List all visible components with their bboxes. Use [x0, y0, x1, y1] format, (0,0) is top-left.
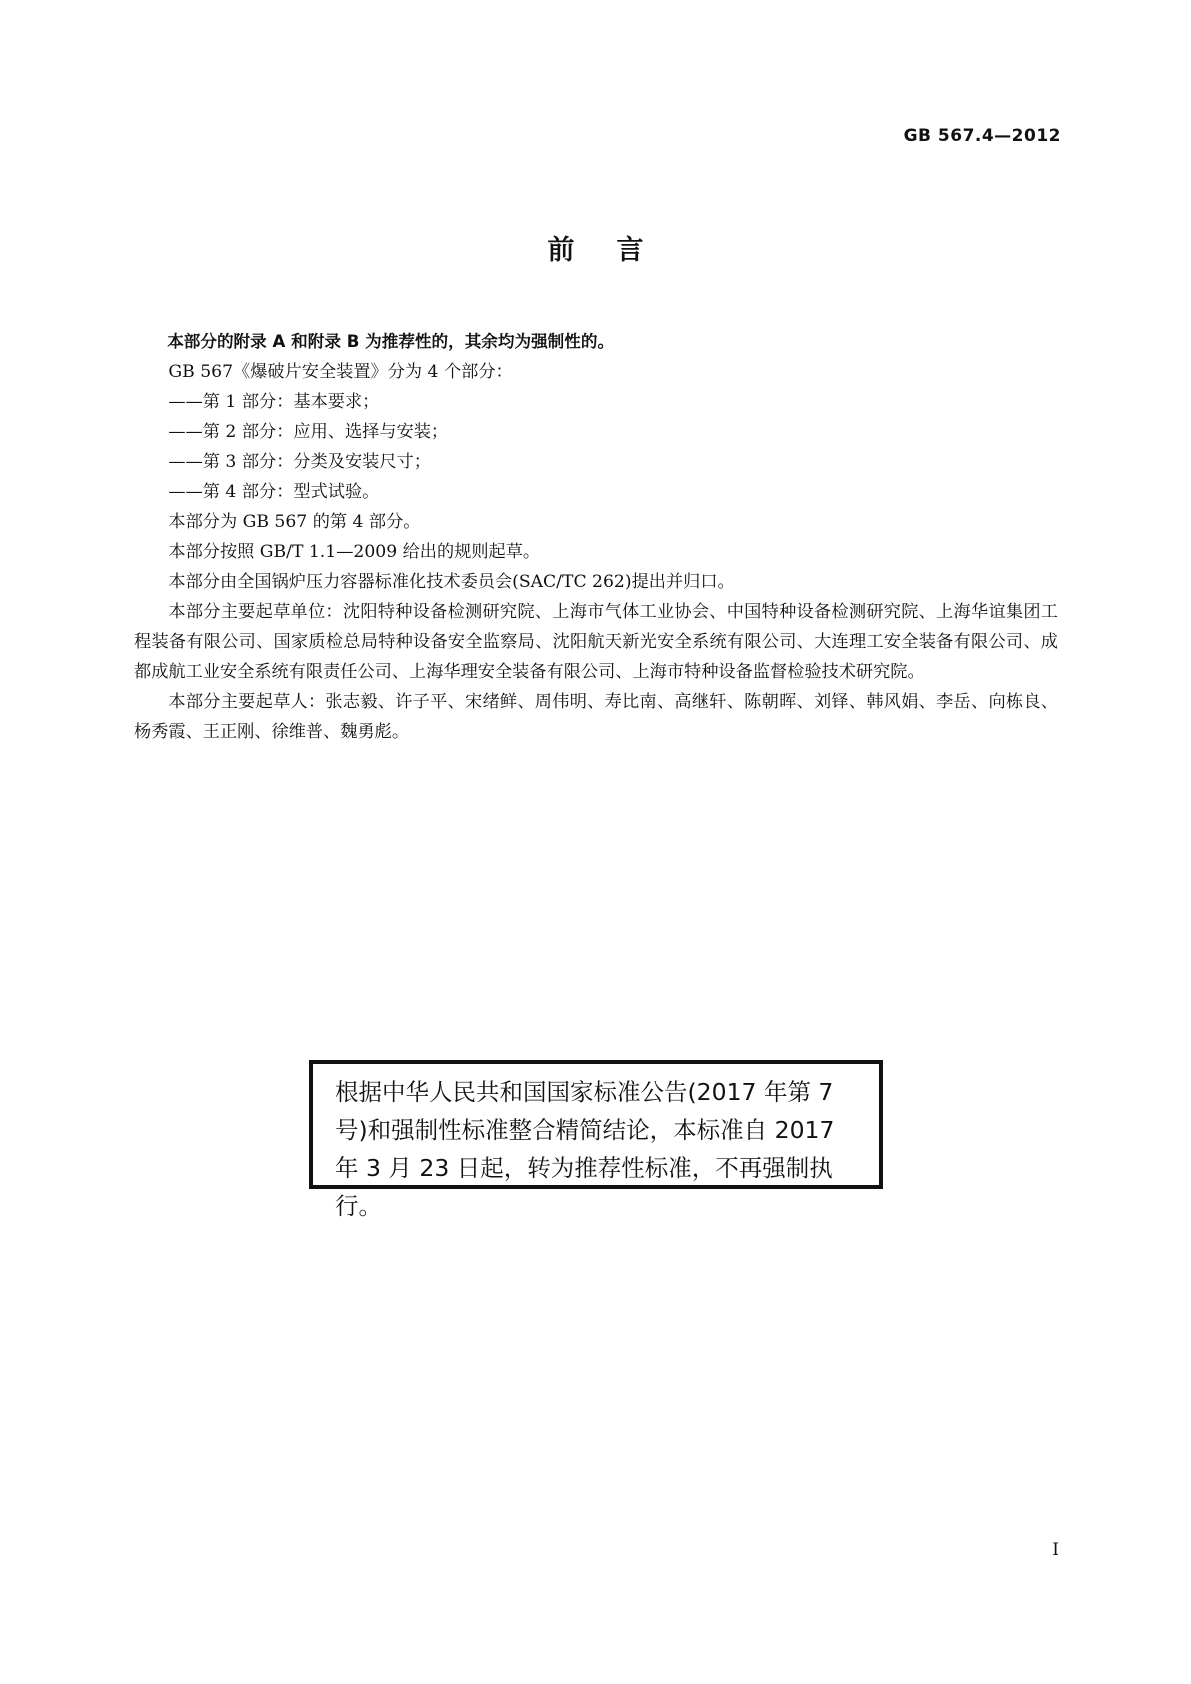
standard-code: GB 567.4—2012 [903, 126, 1061, 146]
page-title: 前言 [547, 235, 686, 266]
paragraph-this-part: 本部分为 GB 567 的第 4 部分。 [168, 512, 421, 532]
notice-box [309, 1060, 883, 1220]
paragraph-drafters: 本部分主要起草人：张志毅、许子平、宋绪鲜、周伟明、寿比南、高继轩、陈朝晖、刘铎、韩风娟、李岳、向栋良、杨秀霞、王正刚、徐维普、魏勇彪。 [134, 692, 1058, 742]
list-item-part-2: ——第 2 部分：应用、选择与安装； [168, 422, 449, 442]
notice-text: 根据中华人民共和国国家标准公告(2017 年第 7 号)和强制性标准整合精简结论，本标准自 2017 年 3 月 23 日起，转为推荐性标准，不再强制执行。 [335, 1078, 835, 1220]
paragraph-appendix-note: 本部分的附录 A 和附录 B 为推荐性的，其余均为强制性的。 [167, 332, 615, 351]
list-item-part-4: ——第 4 部分：型式试验。 [168, 482, 380, 502]
list-item-part-3: ——第 3 部分：分类及安装尺寸； [168, 452, 431, 472]
paragraph-committee: 本部分由全国锅炉压力容器标准化技术委员会(SAC/TC 262)提出并归口。 [168, 572, 735, 592]
paragraph-drafting-rules: 本部分按照 GB/T 1.1—2009 给出的规则起草。 [168, 542, 541, 562]
foreword-body [134, 327, 1058, 747]
paragraph-drafting-units: 本部分主要起草单位：沈阳特种设备检测研究院、上海市气体工业协会、中国特种设备检测研究院、上海华谊集团工程装备有限公司、国家质检总局特种设备安全监察局、沈阳航天新光安全系统有限公司、大连理工安全装备有限公司、成都成航工业安全系统有限责任公司、上海华理安全装备有限公司、上海市特种设备监督检验技术研究院。 [134, 602, 1058, 682]
list-item-part-1: ——第 1 部分：基本要求； [168, 392, 380, 412]
page-number: I [1052, 1540, 1059, 1560]
paragraph-parts-intro: GB 567《爆破片安全装置》分为 4 个部分： [168, 362, 513, 382]
